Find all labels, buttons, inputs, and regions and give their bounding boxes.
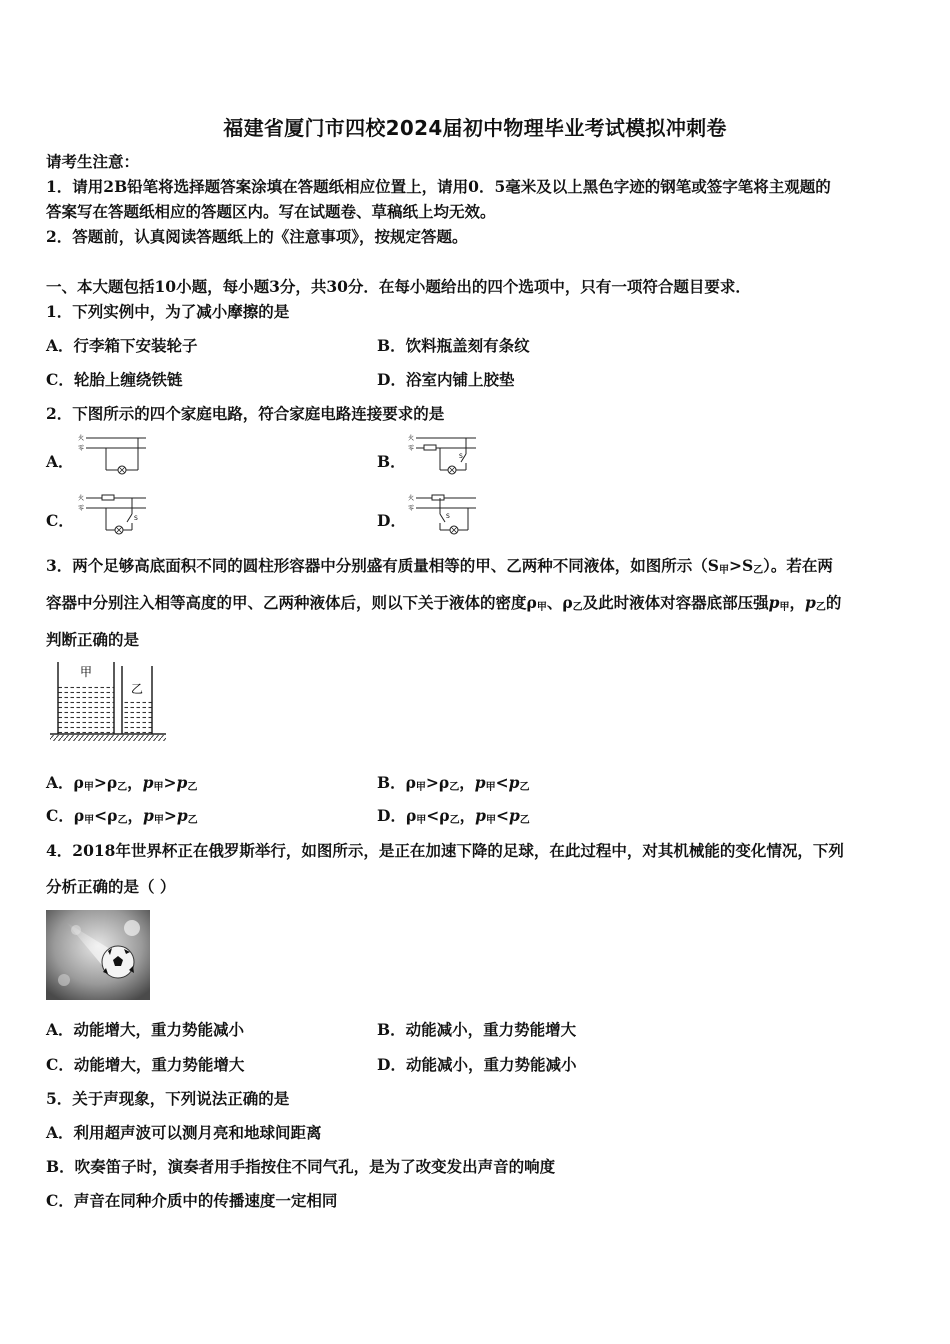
q5-option-a[interactable]: A．利用超声波可以测月亮和地球间距离	[46, 1123, 322, 1142]
svg-text:乙: 乙	[131, 682, 144, 696]
q3-option-d[interactable]: D．$\rho_甲<\rho_乙$，$p_甲<p_乙$	[377, 806, 530, 826]
q1-option-b[interactable]: B．饮料瓶盖刻有条纹	[377, 336, 530, 355]
notice-item: 2．答题前，认真阅读答题纸上的《注意事项》，按规定答题。	[46, 227, 468, 246]
question-3-stem-line-2: 容器中分别注入相等高度的甲、乙两种液体后，则以下关于液体的密度$\rho_甲$、$\rho_乙$及此时液体对容器底部压强$p_甲$，$p_乙$的	[46, 593, 842, 613]
circuit-diagram-d	[406, 492, 478, 536]
circuit-diagram-a	[76, 432, 148, 476]
notice-heading: 请考生注意：	[46, 152, 140, 171]
page-title: 福建省厦门市四校2024届初中物理毕业考试模拟冲刺卷	[223, 116, 727, 140]
q2-option-d[interactable]: D．	[377, 511, 406, 530]
falling-football-photo	[46, 910, 150, 1000]
svg-text:火: 火	[408, 435, 415, 442]
q4-option-c[interactable]: C．动能增大，重力势能增大	[46, 1055, 245, 1074]
svg-text:火: 火	[408, 495, 415, 502]
section-heading: 一、本大题包括10小题，每小题3分，共30分．在每小题给出的四个选项中，只有一项符合题目要求．	[46, 277, 751, 296]
notice-item: 答案写在答题纸相应的答题区内。写在试题卷、草稿纸上均无效。	[46, 202, 496, 221]
svg-text:火: 火	[78, 435, 85, 442]
q4-option-d[interactable]: D．动能减小，重力势能减小	[377, 1055, 577, 1074]
question-5-stem: 5．关于声现象，下列说法正确的是	[46, 1089, 290, 1108]
q3-option-c[interactable]: C．$\rho_甲<\rho_乙$，$p_甲>p_乙$	[46, 806, 198, 826]
q1-option-d[interactable]: D．浴室内铺上胶垫	[377, 370, 515, 389]
q3-option-b[interactable]: B．$\rho_甲>\rho_乙$，$p_甲<p_乙$	[377, 773, 530, 793]
two-containers-figure	[46, 660, 170, 746]
svg-text:零: 零	[78, 505, 85, 512]
svg-text:火: 火	[78, 495, 85, 502]
svg-text:甲: 甲	[80, 665, 93, 679]
question-3-stem-line-3: 判断正确的是	[46, 630, 140, 649]
q3-option-a[interactable]: A．$\rho_甲>\rho_乙$，$p_甲>p_乙$	[46, 773, 198, 793]
q5-option-c[interactable]: C．声音在同种介质中的传播速度一定相同	[46, 1191, 338, 1210]
question-3-stem-line-1: 3．两个足够高底面积不同的圆柱形容器中分别盛有质量相等的甲、乙两种不同液体，如图所示$(S_甲>S_乙)$。若在两	[46, 556, 833, 576]
q2-option-c[interactable]: C．	[46, 511, 74, 530]
svg-text:S: S	[459, 453, 463, 460]
question-1-stem: 1．下列实例中，为了减小摩擦的是	[46, 302, 290, 321]
svg-text:S: S	[446, 513, 450, 520]
svg-text:零: 零	[78, 445, 85, 452]
q1-option-c[interactable]: C．轮胎上缠绕铁链	[46, 370, 183, 389]
question-2-stem: 2．下图所示的四个家庭电路，符合家庭电路连接要求的是	[46, 404, 445, 423]
q2-option-a[interactable]: A．	[46, 452, 74, 471]
circuit-diagram-b	[406, 432, 478, 476]
q2-option-b[interactable]: B．	[377, 452, 406, 471]
question-4-stem-line-2: 分析正确的是（ ）	[46, 877, 176, 896]
circuit-diagram-c	[76, 492, 148, 536]
q4-option-a[interactable]: A．动能增大，重力势能减小	[46, 1020, 245, 1039]
q1-option-a[interactable]: A．行李箱下安装轮子	[46, 336, 198, 355]
svg-text:S: S	[134, 515, 138, 522]
notice-item: 1．请用2B铅笔将选择题答案涂填在答题纸相应位置上，请用0．5毫米及以上黑色字迹的钢笔或签字笔将主观题的	[46, 177, 831, 196]
q4-option-b[interactable]: B．动能减小，重力势能增大	[377, 1020, 577, 1039]
svg-text:零: 零	[408, 445, 415, 452]
question-4-stem-line-1: 4．2018年世界杯正在俄罗斯举行，如图所示，是正在加速下降的足球，在此过程中，对其机械能的变化情况，下列	[46, 841, 844, 860]
svg-text:零: 零	[408, 505, 415, 512]
q5-option-b[interactable]: B．吹奏笛子时，演奏者用手指按住不同气孔，是为了改变发出声音的响度	[46, 1157, 556, 1176]
